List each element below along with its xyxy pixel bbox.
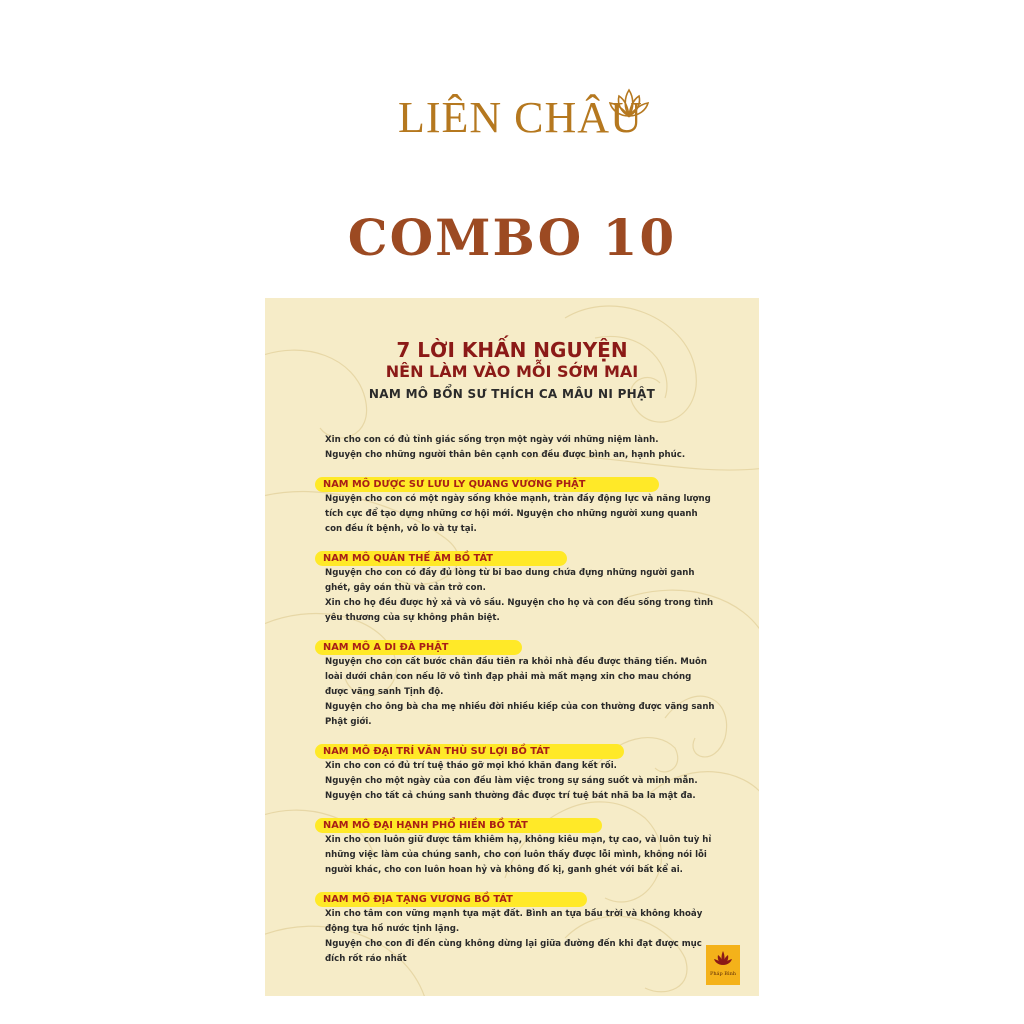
poster-title-line2: NÊN LÀM VÀO MỖI SỚM MAI: [385, 362, 639, 381]
prayer-section: [325, 887, 717, 967]
product-title: COMBO 10: [347, 208, 677, 267]
brand-header: [0, 86, 1024, 146]
section-text: Xin cho tâm con vững mạnh tựa mặt đất. Bình an tựa bầu trời và không khoảy động tựa hồ nước tịnh lặng.: [325, 909, 703, 934]
intro-line: Nguyện cho những người thân bên cạnh con đều được bình an, hạnh phúc.: [325, 450, 686, 460]
section-text: Nguyện cho con có đầy đủ lòng từ bi bao dung chứa đựng những người ganh ghét, gây oán thù và cản trở con.: [325, 568, 695, 593]
section-text: Xin cho con luôn giữ được tâm khiêm hạ, không kiêu mạn, tự cao, và luôn tuỳ hỉ những việc làm của chúng sanh, cho con luôn thấy được lỗi mình, không nói lỗi người khác, cho con luôn hoan hỷ và không đố kị, ganh ghét với bất kể ai.: [325, 835, 712, 875]
prayer-section: [325, 472, 717, 537]
section-heading: NAM MÔ A DI ĐÀ PHẬT: [315, 640, 522, 655]
section-heading: NAM MÔ DƯỢC SƯ LƯU LY QUANG VƯƠNG PHẬT: [315, 477, 659, 492]
lotus-icon: [607, 86, 651, 120]
poster-subtitle: NAM MÔ BỔN SƯ THÍCH CA MÂU NI PHẬT: [368, 387, 656, 401]
prayer-section: [325, 635, 717, 730]
section-heading: NAM MÔ QUÁN THẾ ÂM BỒ TÁT: [315, 551, 567, 566]
section-text: Xin cho con có đủ trí tuệ tháo gỡ mọi khó khăn đang kết rối.: [325, 761, 617, 771]
lotus-mark-icon: [714, 949, 732, 967]
prayer-section: [325, 546, 717, 626]
section-heading: NAM MÔ ĐẠI HẠNH PHỔ HIỀN BỒ TÁT: [315, 818, 602, 833]
section-heading: NAM MÔ ĐẠI TRÍ VĂN THÙ SƯ LỢI BỒ TÁT: [315, 744, 624, 759]
section-text: Nguyện cho một ngày của con đều làm việc trong sự sáng suốt và minh mẫn.: [325, 776, 698, 786]
section-text: Nguyện cho con đi đến cùng không dừng lại giữa đường đến khi đạt được mục đích rốt ráo nhất: [325, 939, 702, 964]
prayer-section: [325, 813, 717, 878]
prayer-section: [325, 739, 717, 804]
section-text: Xin cho họ đều được hỷ xả và vô sầu. Nguyện cho họ và con đều sống trong tình yêu thương của sự không phân biệt.: [325, 598, 714, 623]
section-text: Nguyện cho ông bà cha mẹ nhiều đời nhiều kiếp của con thường được vãng sanh Phật giới.: [325, 702, 715, 727]
intro-line: Xin cho con có đủ tỉnh giác sống trọn một ngày với những niệm lành.: [325, 435, 659, 445]
section-text: Nguyện cho tất cả chúng sanh thường đắc được trí tuệ bát nhã ba la mật đa.: [325, 791, 696, 801]
poster-title: 7 LỜI KHẤN NGUYỆN: [396, 338, 628, 362]
section-text: Nguyện cho con có một ngày sống khỏe mạnh, tràn đầy động lực và năng lượng tích cực để tạo dựng những cơ hội mới. Nguyện cho những người xung quanh con đều ít bệnh, vô lo và tự tại.: [325, 494, 711, 534]
publisher-logo: [706, 945, 740, 985]
prayer-poster: [265, 298, 759, 996]
poster-content: [325, 433, 717, 967]
section-text: Nguyện cho con cất bước chân đầu tiên ra khỏi nhà đều được thăng tiến. Muôn loài dưới chân con nếu lỡ vô tình đạp phải mà mất mạng xin cho mau chóng được vãng sanh Tịnh độ.: [325, 657, 707, 697]
publisher-name: Pháp Bình: [709, 971, 737, 977]
section-heading: NAM MÔ ĐỊA TẠNG VƯƠNG BỒ TÁT: [315, 892, 587, 907]
brand-name: LIÊN CHÂU: [398, 93, 643, 142]
